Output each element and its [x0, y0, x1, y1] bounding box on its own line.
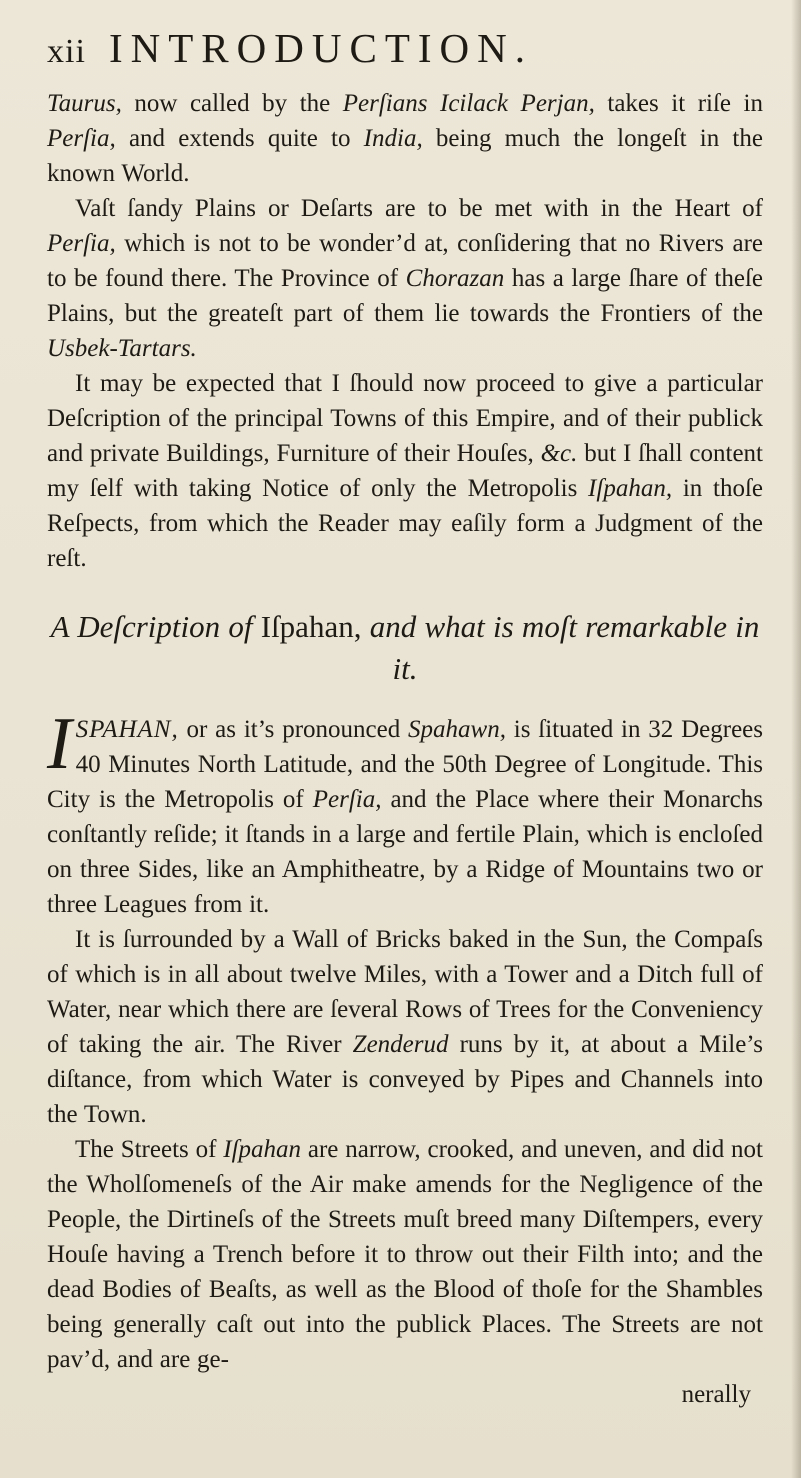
- text-span: It may be expected that I ſhould now proceed to give a particular Deſcription of the principal Towns of this Empire, and of their publick and private Buildings, Furniture of their Houſes,: [47, 370, 763, 467]
- section-heading: [47, 606, 763, 690]
- text-span: which is not to be wonder’d at, conſidering that no Rivers are to be found there. The Province of: [47, 230, 763, 292]
- italic-span: Perſia,: [312, 786, 382, 813]
- paragraph-1: [47, 86, 763, 191]
- text-span: runs by it, at about a Mile’s diſtance, from which Water is conveyed by Pipes and Channels into the Town.: [47, 1031, 763, 1128]
- text-span: has a large ſhare of theſe Plains, but the greateſt part of them lie towards the Frontiers of the: [47, 265, 763, 327]
- text-span: being much the longeſt in the known World.: [47, 125, 763, 187]
- heading-italic: A Deſcription of: [50, 609, 261, 644]
- italic-span: Taurus,: [47, 90, 122, 117]
- text-span: The Streets of: [75, 1136, 224, 1163]
- paragraph-5: [47, 922, 763, 1132]
- italic-span: Perſia,: [47, 230, 116, 257]
- text-span: or as it’s pronounced: [178, 716, 409, 743]
- text-span: takes it riſe in: [594, 90, 763, 117]
- italic-span: Perſia,: [47, 125, 116, 152]
- italic-span: &c.: [540, 440, 578, 467]
- italic-span: Iſpahan: [223, 1136, 302, 1163]
- italic-span: Zenderud: [352, 1031, 449, 1058]
- text-span: It is ſurrounded by a Wall of Bricks baked in the Sun, the Compaſs of which is in all about twelve Miles, with a Tower and a Ditch full of Water, near which there are ſeveral Rows of Trees for the Conveniency of taking the air. The River: [47, 926, 763, 1058]
- heading-upright: Iſpahan,: [260, 609, 362, 644]
- paragraph-6: [47, 1132, 763, 1377]
- text-span: are narrow, crooked, and uneven, and did not the Wholſomeneſs of the Air make amends for the Negligence of the People, the Dirtineſs of the Streets muſt breed many Diſtempers, every Houſe having a Trench before it to throw out their Filth into; and the dead Bodies of Beaſts, as well as the Blood of thoſe for the Shambles being generally caſt out into the publick Places. The Streets are not pav’d, and are ge-: [47, 1136, 764, 1373]
- text-span: and extends quite to: [115, 125, 364, 152]
- page-number: xii: [47, 33, 86, 70]
- running-title: INTRODUCTION.: [109, 25, 533, 71]
- text-span: is ſituated in 32 Degrees 40 Minutes North Latitude, and the 50th Degree of Longitude. This City is the Metropolis of: [47, 716, 763, 813]
- text-span: but I ſhall content my ſelf with taking Notice of only the Metropolis: [47, 440, 763, 502]
- text-span: and the Place where their Monarchs conſtantly reſide; it ſtands in a large and fertile Plain, which is encloſed on three Sides, like an Amphitheatre, by a Ridge of Mountains two or three Leagues from it.: [47, 786, 764, 918]
- text-span: now called by the: [121, 90, 343, 117]
- catchword: nerally: [681, 1381, 751, 1408]
- body-text: [47, 86, 763, 1412]
- text-span: in thoſe Reſpects, from which the Reader may eaſily form a Judgment of the reſt.: [47, 475, 763, 572]
- text-span: Vaſt ſandy Plains or Deſarts are to be met with in the Heart of: [75, 195, 763, 222]
- running-head: [47, 24, 763, 82]
- paragraph-3: [47, 366, 763, 576]
- italic-span: Spahawn,: [408, 716, 506, 743]
- heading-italic: and what is moſt remarkable in it.: [361, 609, 760, 686]
- paragraph-4: [47, 703, 764, 922]
- paragraph-2: [47, 191, 763, 366]
- italic-span: Iſpahan,: [588, 475, 673, 502]
- lead-caps: SPAHAN,: [75, 716, 179, 743]
- italic-span: India,: [363, 125, 423, 152]
- italic-span: Perſians Icilack Perjan,: [342, 90, 595, 117]
- italic-span: Chorazan: [405, 265, 505, 292]
- drop-cap: I: [47, 703, 72, 785]
- italic-span: Usbek-Tartars.: [47, 335, 197, 362]
